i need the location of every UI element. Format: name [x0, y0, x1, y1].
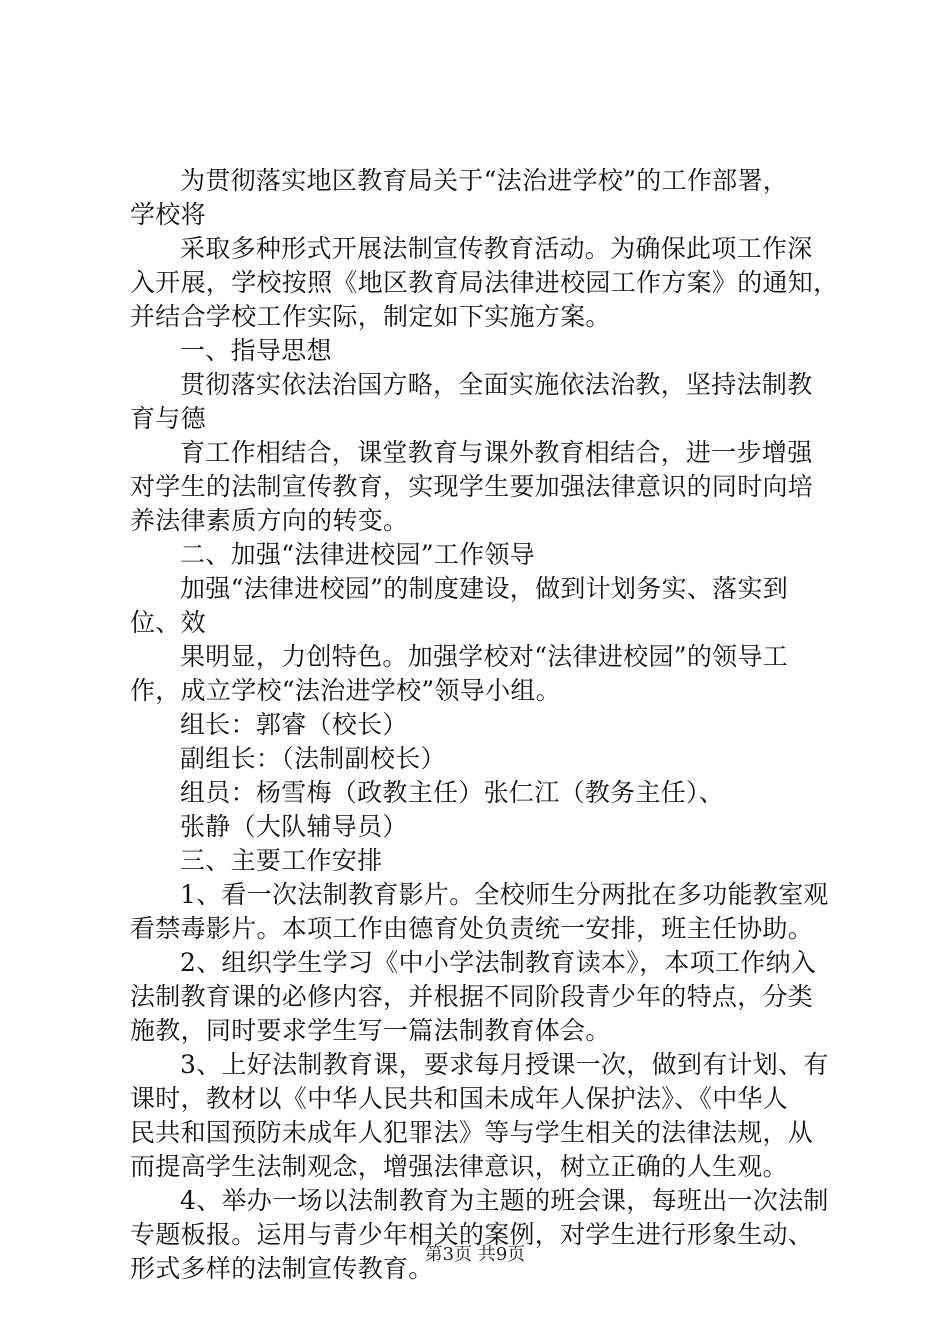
text-line: 课时，教材以《中华人民共和国未成年人保护法》、《中华人: [130, 1084, 789, 1113]
text-line: 对学生的法制宣传教育，实现学生要加强法律意识的同时向培: [130, 472, 814, 501]
text-line: 副组长：（法制副校长）: [180, 744, 446, 773]
text-line: 施教，同时要求学生写一篇法制教育体会。: [130, 1016, 611, 1045]
text-line: 养法律素质方向的转变。: [130, 506, 409, 535]
text-line: 形式多样的法制宣传教育。: [130, 1254, 434, 1283]
text-line: 2、组织学生学习《中小学法制教育读本》，本项工作纳入: [180, 948, 817, 977]
text-line: 育工作相结合，课堂教育与课外教育相结合，进一步增强: [180, 438, 813, 467]
text-line: 而提高学生法制观念，增强法律意识，树立正确的人生观。: [130, 1152, 788, 1181]
page-footer: 第3页 共9页: [424, 1244, 526, 1265]
document-body: [130, 164, 842, 1286]
text-line: 采取多种形式开展法制宣传教育活动。为确保此项工作深: [180, 234, 813, 263]
text-line: 学校将: [130, 200, 206, 229]
text-line: 果明显，力创特色。加强学校对“法律进校园”的领导工: [180, 642, 789, 671]
text-line: 法制教育课的必修内容，并根据不同阶段青少年的特点，分类: [130, 982, 814, 1011]
text-line: 育与德: [130, 404, 206, 433]
text-line: 看禁毒影片。本项工作由德育处负责统一安排，班主任协助。: [130, 914, 814, 943]
text-line: 4、举办一场以法制教育为主题的班会课，每班出一次法制: [180, 1186, 829, 1215]
text-line: 组长：郭睿（校长）: [180, 710, 408, 739]
text-line: 专题板报。运用与青少年相关的案例，对学生进行形象生动、: [130, 1220, 814, 1249]
text-line: 3、上好法制教育课，要求每月授课一次，做到有计划、有: [180, 1050, 829, 1079]
text-line: 组员：杨雪梅（政教主任）张仁江（教务主任）、: [180, 778, 725, 807]
text-line: 位、效: [130, 608, 206, 637]
text-line: 为贯彻落实地区教育局关于“法治进学校”的工作部署，: [180, 166, 789, 195]
text-line: 作，成立学校“法治进学校”领导小组。: [130, 676, 561, 705]
text-line: 张静（大队辅导员）: [180, 812, 408, 841]
text-line: 1、看一次法制教育影片。全校师生分两批在多功能教室观: [180, 880, 829, 909]
text-line: 民共和国预防未成年人犯罪法》等与学生相关的法律法规，从: [130, 1118, 814, 1147]
text-line: 一、指导思想: [180, 336, 332, 365]
text-line: 加强“法律进校园”的制度建设，做到计划务实、落实到: [180, 574, 789, 603]
text-line: 并结合学校工作实际，制定如下实施方案。: [130, 302, 611, 331]
text-line: 三、主要工作安排: [180, 846, 383, 875]
text-line: 二、加强“法律进校园”工作领导: [180, 540, 536, 569]
text-line: 入开展，学校按照《地区教育局法律进校园工作方案》的通知，: [130, 268, 839, 297]
text-line: 贯彻落实依法治国方略，全面实施依法治教，坚持法制教: [180, 370, 813, 399]
